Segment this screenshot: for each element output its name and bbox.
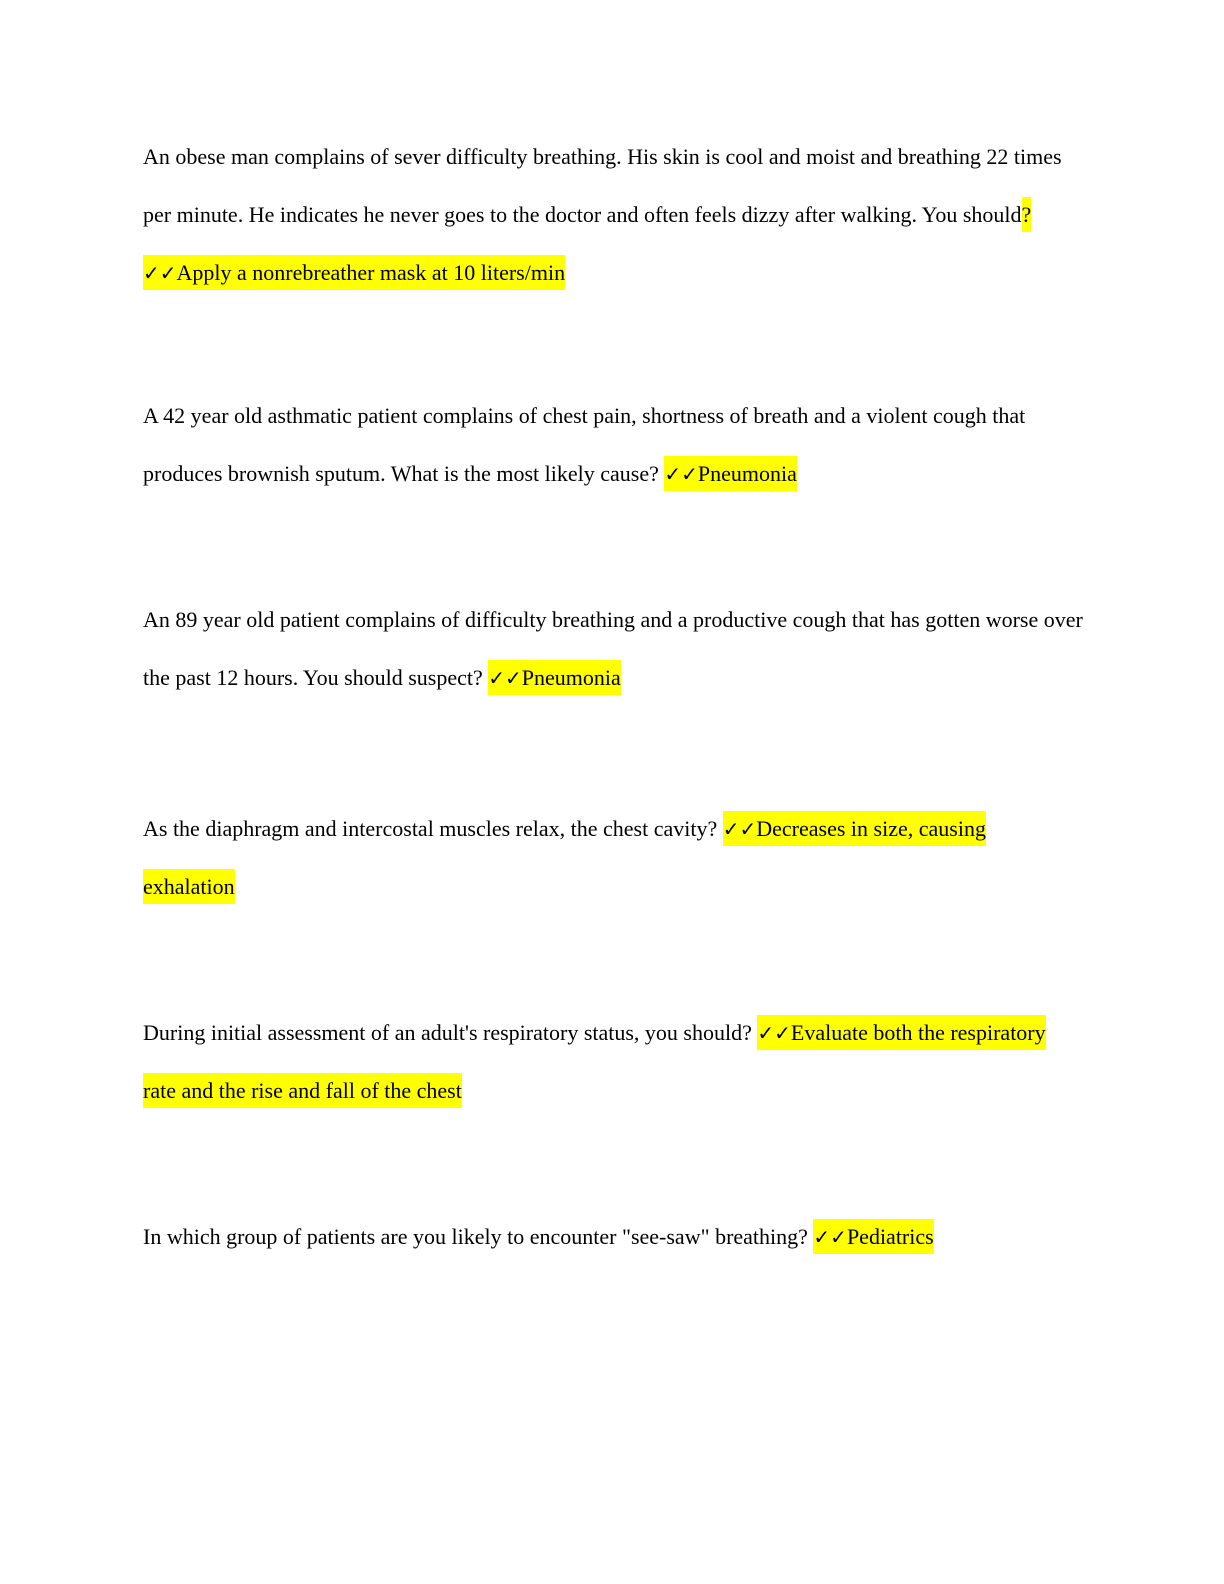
checkmark-icon: ✓✓ [143,261,177,285]
checkmark-icon: ✓✓ [757,1021,791,1045]
answer-text: Evaluate both the respiratory rate and the rise and fall of the chest [143,1020,1046,1103]
question-text: As the diaphragm and intercostal muscles relax, the chest cavity? [143,816,723,841]
qa-item-6 [143,1208,1083,1266]
answer-text: Pediatrics [846,1224,934,1249]
checkmark-icon: ✓✓ [722,817,757,841]
answer-text: Decreases in size, causing exhalation [143,816,986,899]
qa-item-2 [143,387,1083,503]
checkmark-icon: ✓✓ [813,1225,847,1249]
question-text: An 89 year old patient complains of difficulty breathing and a productive cough that has gotten worse over the past 12 hours. You should suspect? [143,607,1083,690]
checkmark-icon: ✓✓ [488,666,522,690]
qa-item-5 [143,1004,1083,1120]
answer-text: Pneumonia [697,461,797,486]
answer-highlight [813,1219,933,1254]
question-text: A 42 year old asthmatic patient complains of chest pain, shortness of breath and a violent cough that produces brownish sputum. What is the most likely cause? [143,403,1026,486]
qa-item-3 [143,591,1083,707]
checkmark-icon: ✓✓ [664,462,698,486]
question-text: In which group of patients are you likely to encounter "see-saw" breathing? [143,1224,814,1249]
answer-highlight [488,660,621,695]
answer-highlight [664,456,797,491]
question-text: During initial assessment of an adult's respiratory status, you should? [143,1020,758,1045]
question-text: An obese man complains of sever difficulty breathing. His skin is cool and moist and breathing 22 times per minute. He indicates he never goes to the doctor and often feels dizzy after walking. You should [143,144,1062,227]
qa-item-4 [143,800,1083,916]
question-mark: ? [1021,202,1032,227]
answer-text: Apply a nonrebreather mask at 10 liters/min [176,260,566,285]
qa-item-1 [143,128,1083,302]
answer-text: Pneumonia [521,665,621,690]
